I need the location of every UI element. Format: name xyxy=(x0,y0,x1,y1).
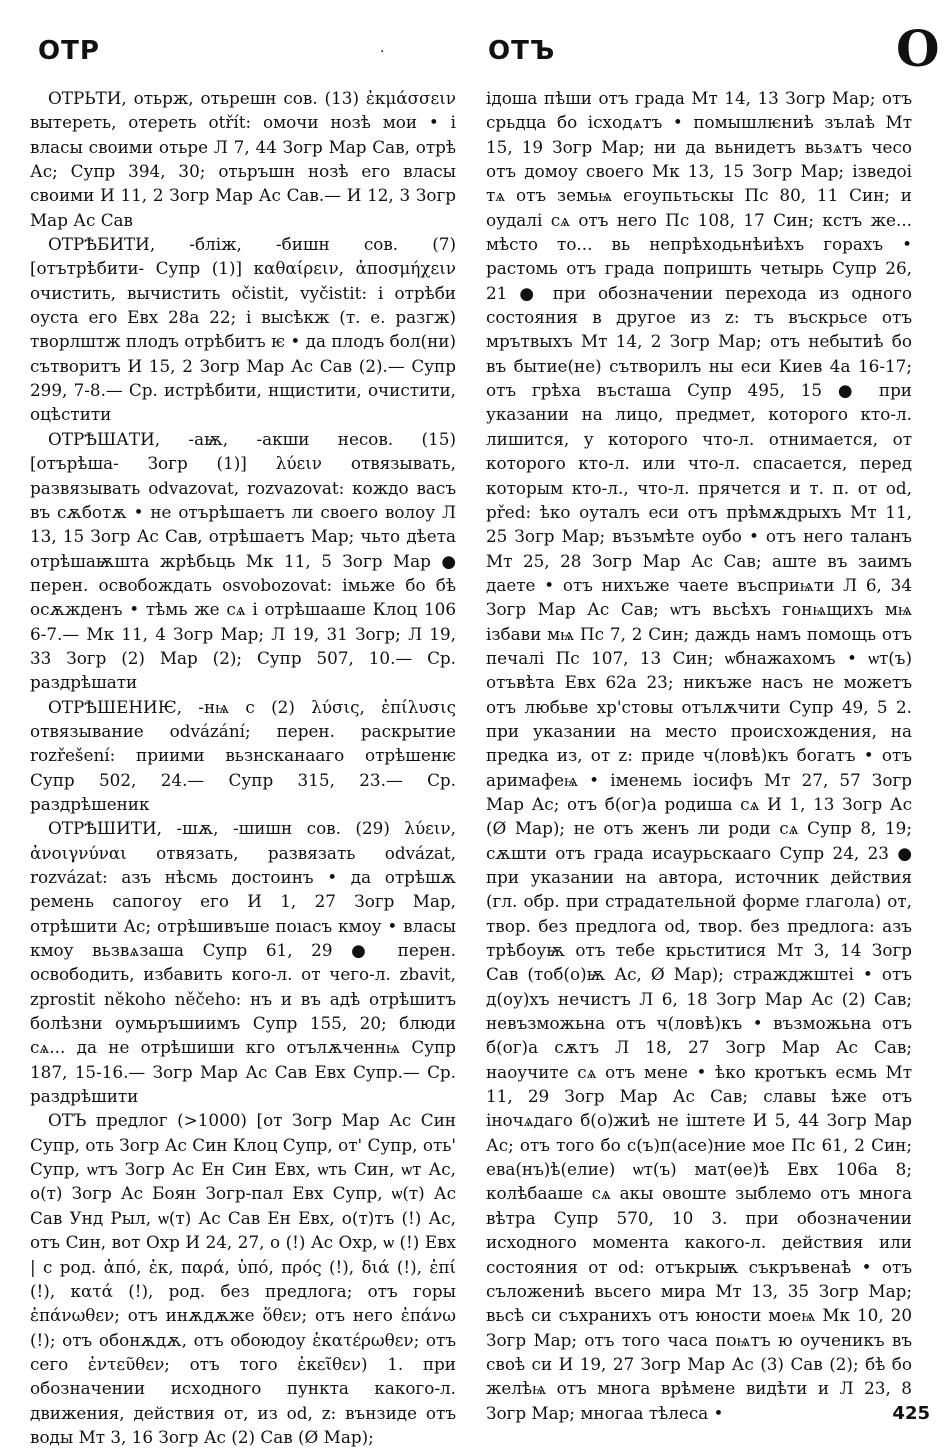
page-number: 425 xyxy=(892,1403,930,1424)
entry-otreshati: ОТРѢШАТИ, -аѭ, -акши несов. (15) [отърѣша- Зогр (1)] λύειν отвязывать, развязывать odvazovat, rozvazovat: кождо васъ въ сѫботѫ • не отърѣшаетъ ли своего волоу Л 13, 15 Зогр Ас Сав, отрѣшаетъ Мар; чьто дѣета отрѣшаѭшта жрѣбьць Мк 11, 5 Зогр Мар ● перен. освобождать osvobozovat: імьже бо бѣ осѫжденъ • тѣмь же сѧ і отрѣшааше Клоц 106 6-7.— Мк 11, 4 Зогр Мар; Л 19, 31 Зогр; Л 19, 33 Зогр (2) Мар (2); Супр 507, 10.— Ср. раздрѣшати xyxy=(30,428,456,693)
entry-otreshiti: ОТРѢШИТИ, -шѫ, -шишн сов. (29) λύειν, ἀνοιγνύναι отвязать, развязать odvázat, rozvázat: азъ нѣсмь достоинъ • да отрѣшѫ ремень сапогоу его И 1, 27 Зогр Мар, отрѣшити Ас; отрѣшивъше поıасъ кмоу • власы кмоу вьзвѧзаша Супр 61, 29 ● перен. освободить, избавить кого-л. от чего-л. zbavit, zprostit někoho něčeho: нъ и въ адѣ отрѣшитъ болѣзни оумьръшиимъ Супр 155, 20; блюди сѧ... да не отрѣшиши кго отълѫченнѩ Супр 187, 15-16.— Зогр Мар Ас Сав Евх Супр.— Ср. раздрѣшити xyxy=(30,818,456,1107)
guide-word-right: ОТЪ xyxy=(488,36,556,66)
header-dot: · xyxy=(380,44,385,60)
running-header xyxy=(0,19,950,78)
entry-otrebiti: ОТРѢБИТИ, -бліж, -бишн сов. (7) [отътрѣбити- Супр (1)] καθαίρειν, ἀποσμήχειν очистить, вычистить očistit, vyčistit: і отрѣби оуста его Евх 28а 22; і высѣкж (т. е. разгж) творлштж плодъ отрѣбитъ ѥ • да плодъ бол(ни) сътворитъ И 15, 2 Зогр Мар Ас Сав (2).— Супр 299, 7-8.— Ср. истрѣбити, нщистити, очистити, оцѣстити xyxy=(30,234,456,425)
section-letter: О xyxy=(896,19,940,78)
entry-ot-continued: ідоша пѣши отъ града Мт 14, 13 Зогр Мар; отъ срьдца бо ісходѧтъ • помышлѥниѣ зълаѣ Мт 15, 19 Зогр Мар; ни да вьнидетъ вьзѧтъ чесо отъ домоу своего Мк 13, 15 Зогр Мар; ізведоі тѧ отъ земьѩ егоупьтьскы Пс 80, 11 Син; и оудалі сѧ отъ него Пс 108, 17 Син; кстъ же... мѣсто то... вь непрѣходьнѣиѣхъ горахъ • растомь отъ града попришть четырь Супр 26, 21 ● при обозначении перехода из одного состояния в другое из z: тъ въскрьсе отъ мрътвыхъ Мт 14, 2 Зогр Мар; отъ небытиѣ бо въ бытие(не) сътворилъ ны еси Киев 4а 16-17; отъ грѣха въсташа Супр 495, 15 ● при указании на лицо, предмет, которого кто-л. лишится, у которого что-л. отнимается, от которого кто-л. или что-л. спасается, перед которым кто-л., что-л. прячется и т. п. от od, před: ѣко оуталъ еси отъ прѣмѫдрыхъ Мт 11, 25 Зогр Мар; възъмѣте оубо • отъ него таланъ Мт 25, 28 Зогр Мар Ас Сав; аште въ заимъ даете • отъ нихъже чаете въсприѩти Л 6, 34 Зогр Мар Ас Сав; ѡтъ вьсѣхъ гонѩщихъ мѩ ізбави мѩ Пс 7, 2 Син; даждь намъ помощь отъ печалі Пс 107, 13 Син; ѡбнажахомъ • ѡт(ъ) отъвѣта Евх 62а 23; никъже насъ не можетъ отъ любьве хр'стовы отълѫчити Супр 49, 5 2. при указании на место происхождения, на предка из, от z: приде ч(ловѣ)къ богатъ • отъ аримафеѩ • іменемь іосифъ Мт 27, 57 Зогр Мар Ас; отъ б(ог)а родиша сѧ И 1, 13 Зогр Ас (Ø Мар); не отъ женъ ли роди сѧ Супр 8, 19; сѫшти отъ града исаурьскааго Супр 24, 23 ● при указании на автора, источник действия (гл. обр. при страдательной форме глагола) от, твор. без предлога od, твор. без предлога: азъ трѣбоуѭ отъ тебе крьститися Мт 3, 14 Зогр Сав (тоб(о)ѭ Ас, Ø Мар); стражджштеі • отъ д(оу)хъ нечистъ Л 6, 18 Зогр Мар Ас (2) Сав; невъзможьна отъ ч(ловѣ)къ • възможьна отъ б(ог)а сѫтъ Л 18, 27 Зогр Мар Ас Сав; наоучите сѧ отъ мене • ѣко кротъкъ есмь Мт 11, 29 Зогр Мар Ас Сав; славы ѣже отъ іночѧдаго б(о)жиѣ не іштете И 5, 44 Зогр Мар Ас; отъ того бо с(ъ)п(асе)ние мое Пс 61, 2 Син; ева(нъ)ѣ(елие) ѡт(ъ) мат(ѳе)ѣ Евх 106а 8; колѣбааше сѧ акы овоште зыблемо отъ многа вѣтра Супр 570, 10 3. при обозначении исходного момента какого-л. действия или состояния от od: отъкрыѭ съкръвенаѣ • отъ съложениѣ вьсего мира Мт 13, 35 Зогр Мар; вьсѣ си съхранихъ отъ юности моеѩ Мк 10, 20 Зогр Мар; отъ того часа поѩтъ ю оученикъ въ своѣ си И 19, 27 Зогр Мар Ас (3) Сав (2); бѣ бо желѣѩ отъ многа врѣмене видѣти и Л 23, 8 Зогр Мар; многаа тѣлеса • xyxy=(486,88,912,1423)
guide-word-left: ОТР xyxy=(38,36,100,66)
left-column xyxy=(30,86,456,1447)
entry-ot: ОТЪ предлог (>1000) [от Зогр Мар Ас Син Супр, оть Зогр Ас Син Клоц Супр, от' Супр, оть' Супр, ѡтъ Зогр Ас Ен Син Евх, ѡть Син, ѡт Ас, о(т) Зогр Ас Боян Зогр-пал Евх Супр, ѡ(т) Ас Сав Унд Рыл, ѡ(т) Ас Сав Ен Евх, о(т)тъ (!) Ас, отъ Син, вот Охр И 24, 27, о (!) Ас Охр, ѡ (!) Евх | с род. ἀπό, ἐκ, παρά, ὑπό, πρός (!), διά (!), ἐπί (!), κατά (!), род. без предлога; отъ горы ἐπάνωθεν; отъ инѫдѫже ὅθεν; отъ него ἐπάνω (!); отъ обонѫдѫ, отъ обоюдоу ἑκατέρωθεν; отъ сего ἐντεῦθεν; отъ того ἐκεῖθεν) 1. при обозначении исходного пункта какого-л. движения, действия от, из od, z: вънзиде отъ воды Мт 3, 16 Зогр Ас (2) Сав (Ø Мар); xyxy=(30,1110,456,1447)
entry-otrti: ОТРЬТИ, отьрж, отьрешн сов. (13) ἐκμάσσειν вытереть, отереть otřít: омочи нозѣ мои • і власы своими отьре Л 7, 44 Зогр Мар Сав, отрѣ Ас; Супр 394, 30; отьръшн нозѣ его власы своими И 11, 2 Зогр Мар Ас Сав.— И 12, 3 Зогр Мар Ас Сав xyxy=(30,88,456,230)
entry-otreshenie: ОТРѢШЕНИѤ, -нѩ с (2) λύσις, ἐπίλυσις отвязывание odvázání; перен. раскрытие rozřešení: приими вьзнсканааго отрѣшенѥ Супр 502, 24.— Супр 315, 23.— Ср. раздрѣшеник xyxy=(30,696,456,814)
